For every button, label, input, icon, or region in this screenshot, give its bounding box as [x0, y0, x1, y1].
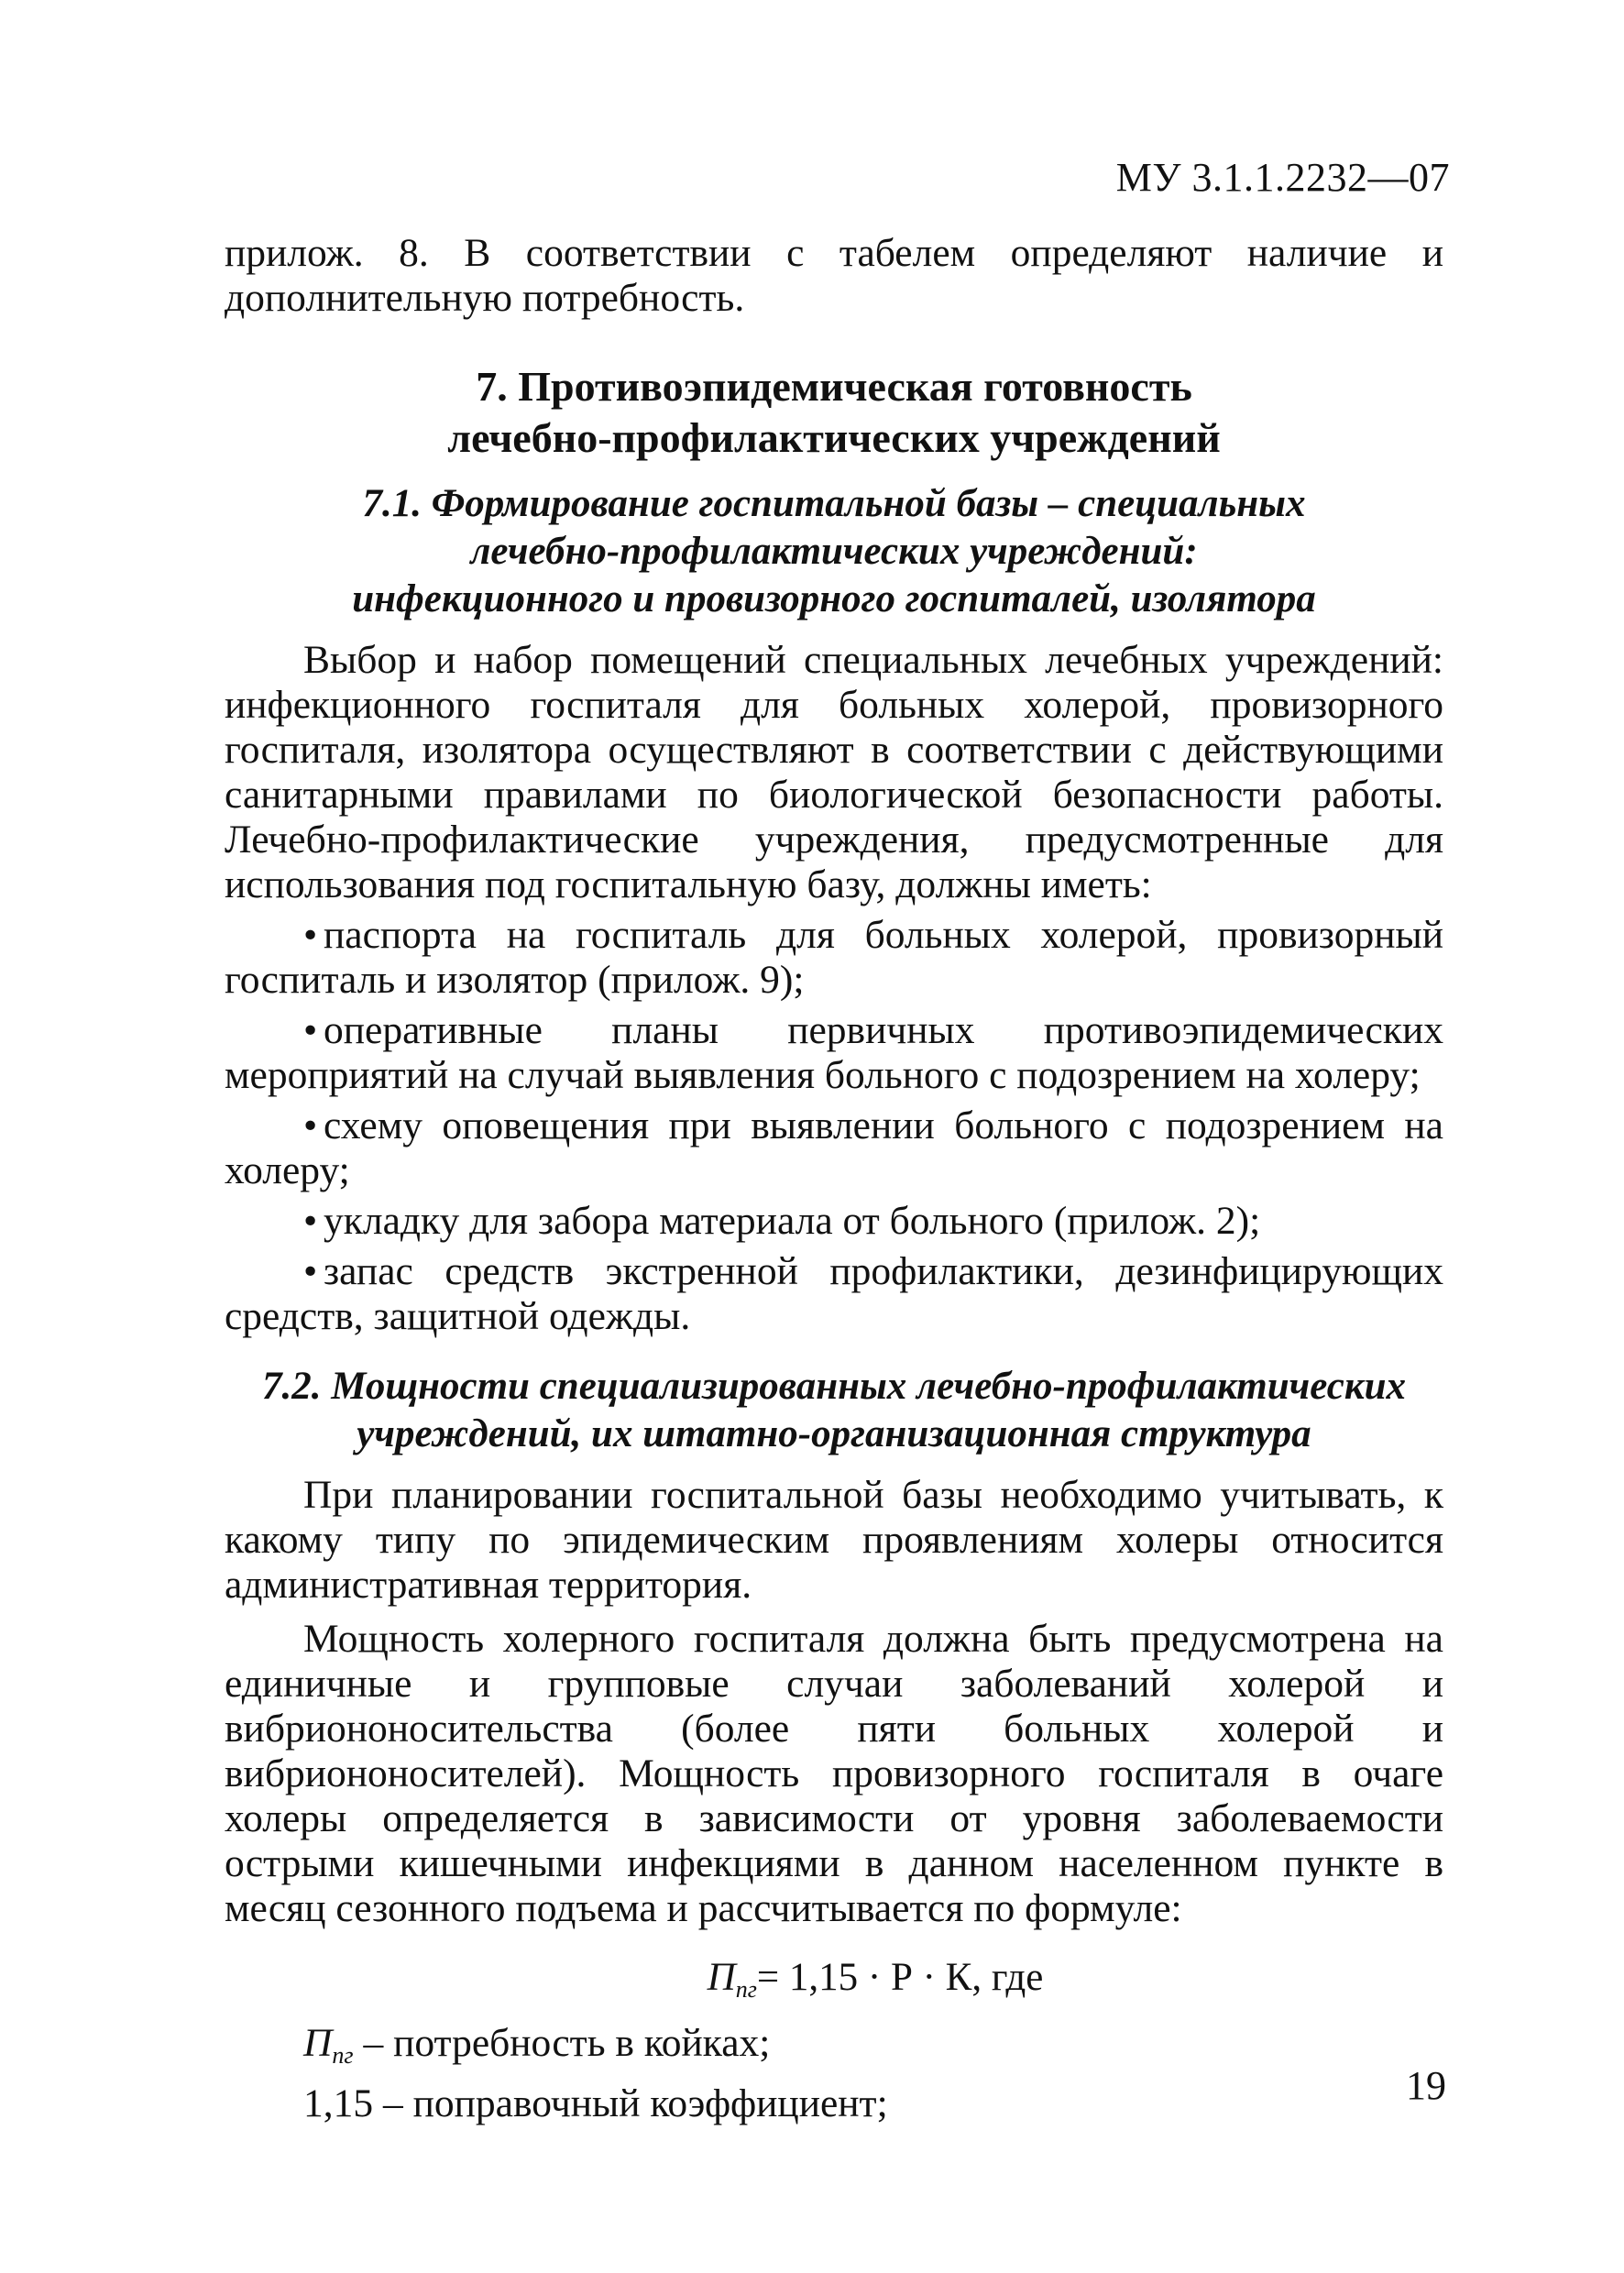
list-item-text: паспорта на госпиталь для больных холерой, провизорный госпиталь и изолятор (прилож. 9);	[225, 913, 1443, 1002]
subsection-7-2-paragraph-1: При планировании госпитальной базы необходимо учитывать, к какому типу по эпидемическим проявлениям холеры относится административная территория.	[225, 1473, 1443, 1607]
formula-suffix: где	[982, 1956, 1044, 1999]
list-item	[225, 1249, 1443, 1339]
subsection-7-1-line3: инфекционного и провизорного госпиталей, изолятора	[352, 577, 1316, 620]
subsection-7-1-heading	[225, 480, 1443, 623]
definition-line	[303, 2081, 1443, 2126]
definition-subscript: пг	[332, 2042, 354, 2069]
list-item	[225, 1008, 1443, 1098]
subsection-7-1-line1: 7.1. Формирование госпитальной базы – специальных	[362, 482, 1306, 525]
intro-paragraph: прилож. 8. В соответствии с табелем определяют наличие и дополнительную потребность.	[225, 231, 1443, 320]
bullet-icon: •	[303, 1104, 318, 1147]
formula-symbol: П	[707, 1956, 736, 1999]
list-item-text: оперативные планы первичных противоэпидемических мероприятий на случай выявления больного с подозрением на холеру;	[225, 1008, 1443, 1097]
subsection-7-2-line1: 7.2. Мощности специализированных лечебно-профилактических	[261, 1365, 1407, 1408]
bullet-icon: •	[303, 913, 318, 957]
bullet-icon: •	[303, 1199, 318, 1243]
subsection-7-2-heading	[225, 1363, 1443, 1458]
list-item	[225, 1104, 1443, 1193]
list-item-text: схему оповещения при выявлении больного с подозрением на холеру;	[225, 1104, 1443, 1192]
section-7-title-line1: 7. Противоэпидемическая готовность	[476, 363, 1192, 410]
list-item	[225, 913, 1443, 1003]
list-item-text: запас средств экстренной профилактики, дезинфицирующих средств, защитной одежды.	[225, 1249, 1443, 1338]
subsection-7-2-paragraph-2: Мощность холерного госпиталя должна быть предусмотрена на единичные и групповые случаи заболеваний холерой и вибриононосительства (более пяти больных холерой и вибриононосителей). Мощность провизорного госпиталя в очаге холеры определяется в зависимости от уровня заболеваемости острыми кишечными инфекциями в данном населенном пункте в месяц сезонного подъема и рассчитывается по формуле:	[225, 1617, 1443, 1930]
section-7-heading	[225, 361, 1443, 464]
section-7-title-line2: лечебно-профилактических учреждений	[447, 414, 1221, 461]
page-number: 19	[1406, 2063, 1446, 2108]
page-content	[225, 231, 1443, 2126]
requirements-list	[225, 913, 1443, 1339]
list-item	[225, 1199, 1443, 1244]
definition-text: 1,15 – поправочный коэффициент;	[303, 2081, 888, 2125]
list-item-text: укладку для забора материала от больного (прилож. 2);	[324, 1199, 1261, 1243]
definition-line	[303, 2021, 1443, 2078]
definition-symbol: П	[303, 2021, 333, 2065]
bullet-icon: •	[303, 1008, 318, 1052]
bullet-icon: •	[303, 1249, 318, 1293]
formula-rhs: = 1,15 · Р · К,	[756, 1956, 982, 1999]
formula-subscript: пг	[735, 1976, 757, 2003]
capacity-formula	[307, 1955, 1443, 2012]
subsection-7-1-paragraph: Выбор и набор помещений специальных лечебных учреждений: инфекционного госпиталя для больных холерой, провизорного госпиталя, изолятора осуществляют в соответствии с действующими санитарными правилами по биологической безопасности работы. Лечебно-профилактические учреждения, предусмотренные для использования под госпитальную базу, должны иметь:	[225, 638, 1443, 906]
definition-text: – потребность в койках;	[353, 2021, 771, 2065]
subsection-7-2-line2: учреждений, их штатно-организационная структура	[357, 1412, 1311, 1455]
subsection-7-1-line2: лечебно-профилактических учреждений:	[470, 530, 1198, 573]
document-code: МУ 3.1.1.2232—07	[1115, 155, 1450, 200]
